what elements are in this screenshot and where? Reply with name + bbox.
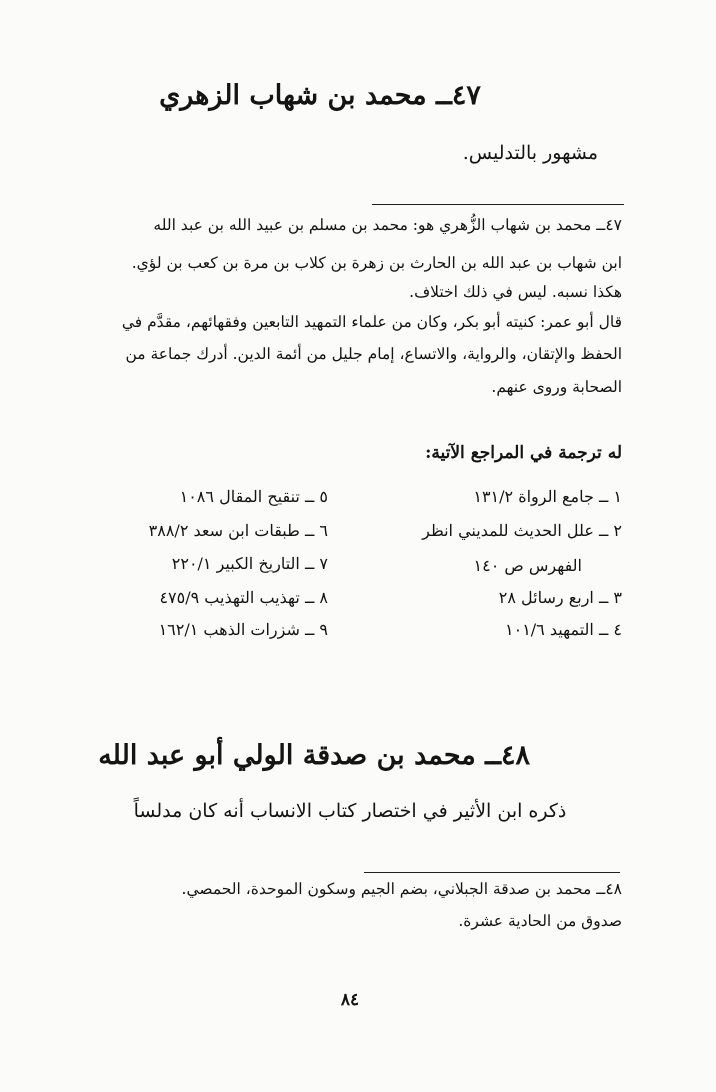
references-heading: له ترجمة في المراجع الآتية: — [425, 443, 622, 463]
entry-47-text: مشهور بالتدليس. — [462, 142, 598, 164]
reference-item: ٥ ــ تنقيح المقال ١٠٨٦ — [179, 487, 328, 506]
reference-item: ٨ ــ تهذيب التهذيب ٤٧٥/٩ — [159, 588, 328, 607]
footnote-divider — [364, 872, 620, 873]
footnote-48-line: صدوق من الحادية عشرة. — [458, 912, 622, 930]
footnote-divider — [372, 204, 624, 205]
footnote-47-line: هكذا نسبه. ليس في ذلك اختلاف. — [409, 283, 622, 301]
footnote-47-line: ٤٧ــ محمد بن شهاب الزُّهري هو: محمد بن مسلم بن عبيد الله بن عبد الله — [153, 216, 622, 234]
reference-item: ٧ ــ التاريخ الكبير ٢٢٠/١ — [171, 554, 328, 573]
reference-item: ٩ ــ شزرات الذهب ١٦٢/١ — [158, 620, 328, 639]
reference-item-continuation: الفهرس ص ١٤٠ — [473, 556, 582, 575]
footnote-47-line: قال أبو عمر: كنيته أبو بكر، وكان من علماء التمهيد التابعين وفقهائهم، مقدَّم في — [121, 313, 622, 331]
footnote-47-line: ابن شهاب بن عبد الله بن الحارث بن زهرة بن كلاب بن مرة بن كعب بن لؤي. — [131, 254, 622, 272]
footnote-48-line: ٤٨ــ محمد بن صدقة الجبلاني، بضم الجيم وسكون الموحدة، الحمصي. — [181, 880, 622, 898]
entry-47-title: ٤٧ــ محمد بن شهاب الزهري — [159, 80, 481, 111]
reference-item: ٢ ــ علل الحديث للمديني انظر — [422, 521, 622, 540]
page-number: ٨٤ — [340, 990, 360, 1010]
reference-item: ٤ ــ التمهيد ١٠١/٦ — [505, 620, 622, 639]
footnote-47-line: الحفظ والإتقان، والرواية، والاتساع، إمام جليل من أئمة الدين. أدرك جماعة من — [125, 345, 622, 363]
footnote-47-line: الصحابة وروى عنهم. — [491, 378, 622, 396]
entry-48-title: ٤٨ــ محمد بن صدقة الولي أبو عبد الله — [98, 740, 530, 771]
reference-item: ٦ ــ طبقات ابن سعد ٣٨٨/٢ — [148, 521, 328, 540]
reference-item: ١ ــ جامع الرواة ١٣١/٢ — [473, 487, 622, 506]
reference-item: ٣ ــ اربع رسائل ٢٨ — [498, 588, 622, 607]
entry-48-text: ذكره ابن الأثير في اختصار كتاب الانساب أنه كان مدلساً — [133, 800, 567, 822]
